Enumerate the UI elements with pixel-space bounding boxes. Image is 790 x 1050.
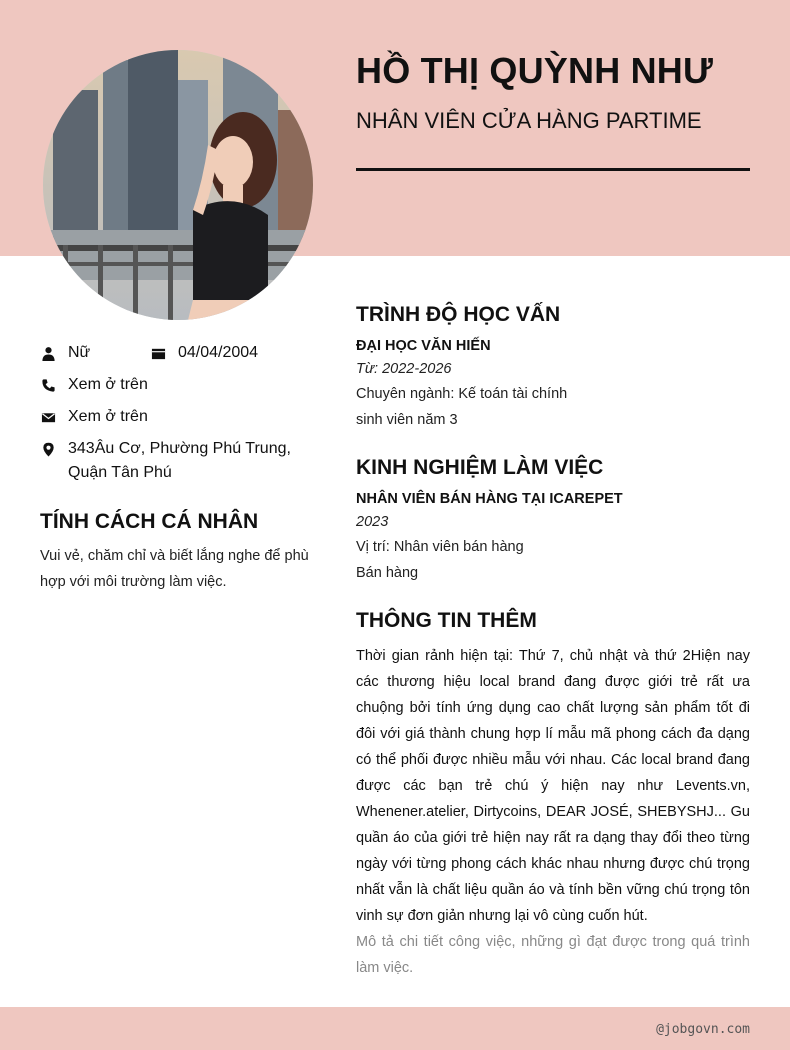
experience-heading: KINH NGHIỆM LÀM VIỆC: [356, 456, 604, 479]
gender-row: [40, 341, 90, 365]
experience-position: Vị trí: Nhân viên bán hàng: [356, 539, 524, 555]
education-school: ĐẠI HỌC VĂN HIẾN: [356, 338, 491, 354]
additional-heading: THÔNG TIN THÊM: [356, 609, 537, 632]
location-icon: [40, 437, 56, 461]
email-row: [40, 405, 148, 429]
mail-icon: [40, 405, 56, 429]
phone-text: Xem ở trên: [68, 376, 148, 393]
additional-text: Thời gian rảnh hiện tại: Thứ 7, chủ nhật và thứ 2Hiện nay các thương hiệu local brand đang được giới trẻ rất ưa chuộng bởi tính ứng dụng cao chất lượng sản phẩm tốt đi đôi với giá thành chung hợp lí mẫu mã phong cách đa dạng có thể phối được nhiều mẫu với nhau. Các local brand đang được các bạn trẻ chú ý hiện nay như Levents.vn, Whenener.atelier, Dirtycoins, DEAR JOSÉ, SHEBYSHJ... Gu quần áo của giới trẻ hiện nay rất ra dạng thay đổi theo từng ngày với từng phong cách khác nhau nhưng được chú trọng nhất vẫn là chất liệu quần áo và tính bền vững chú trọng tôn vinh sự đơn giản nhưng lại vô cùng cuốn hút.: [356, 648, 750, 924]
calendar-icon: [150, 341, 166, 365]
education-major: Chuyên ngành: Kế toán tài chính: [356, 386, 568, 402]
personality-heading: TÍNH CÁCH CÁ NHÂN: [40, 510, 259, 533]
address-row: [40, 437, 291, 485]
dob-row: [150, 341, 258, 365]
education-note: sinh viên năm 3: [356, 412, 458, 428]
phone-icon: [40, 373, 56, 397]
candidate-name: HỒ THỊ QUỲNH NHƯ: [356, 50, 714, 91]
address-line-2: Quận Tân Phú: [68, 464, 172, 481]
person-icon: [40, 341, 56, 365]
additional-placeholder: Mô tả chi tiết công việc, những gì đạt được trong quá trình làm việc.: [356, 934, 750, 976]
candidate-title: NHÂN VIÊN CỬA HÀNG PARTIME: [356, 108, 702, 133]
experience-year: 2023: [356, 514, 389, 530]
profile-photo: [43, 50, 313, 320]
dob-text: 04/04/2004: [178, 344, 259, 361]
phone-row: [40, 373, 148, 397]
email-text: Xem ở trên: [68, 408, 148, 425]
personality-text: Vui vẻ, chăm chỉ và biết lắng nghe để phù hợp với môi trường làm việc.: [40, 548, 309, 590]
experience-role: NHÂN VIÊN BÁN HÀNG TẠI ICAREPET: [356, 491, 623, 507]
experience-description: Bán hàng: [356, 565, 419, 581]
header-divider: [356, 168, 750, 171]
education-period: Từ: 2022-2026: [356, 361, 452, 377]
gender-text: Nữ: [68, 344, 91, 361]
address-line-1: 343Âu Cơ, Phường Phú Trung,: [68, 440, 291, 457]
footer-watermark: @jobgovn.com: [656, 1022, 750, 1037]
education-heading: TRÌNH ĐỘ HỌC VẤN: [356, 303, 561, 326]
